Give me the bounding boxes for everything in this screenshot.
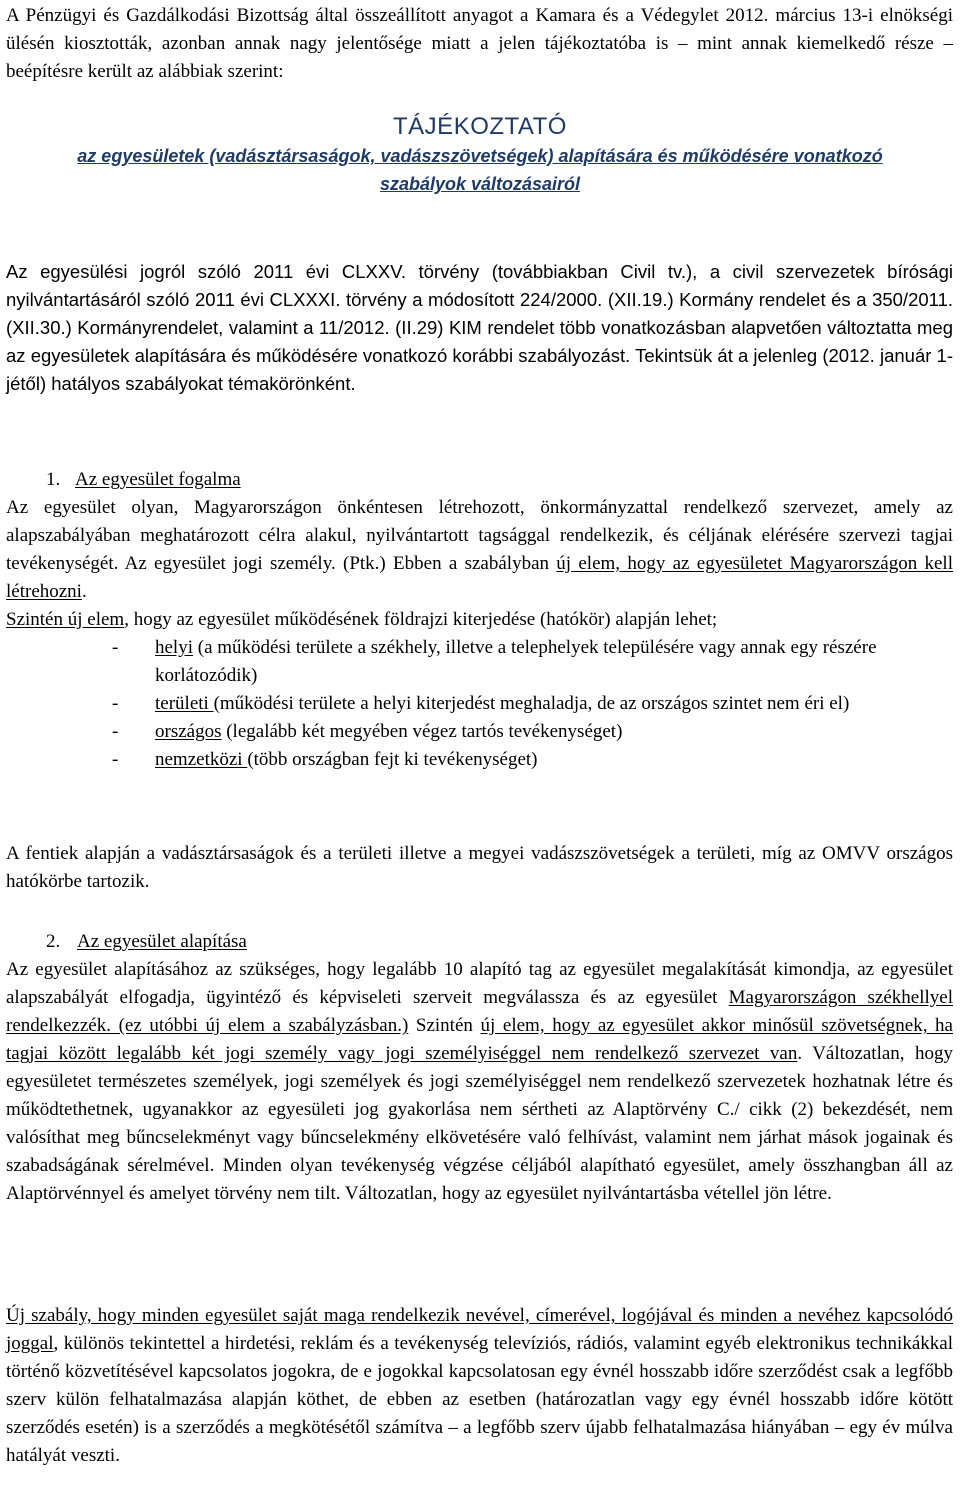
scope-term: nemzetközi xyxy=(155,749,248,770)
section-2-heading xyxy=(46,928,247,956)
section-1-title: Az egyesület fogalma xyxy=(75,469,241,490)
scope-term: országos xyxy=(155,721,222,742)
section-1-paragraph-1: Az egyesület olyan, Magyarországon önkéntesen létrehozott, önkormányzattal rendelkező szervezet, amely az alapszabályában meghatározott célra alakul, nyilvántartott tagsággal rendelkezik, és céljának elérésére szervezi tagjai tevékenységét. Az egyesület jogi személy. (Ptk.) Ebben a szabályban új elem, hogy az egyesületet Magyarországon kell létrehozni. Szintén új elem, hogy az egyesület működésének földrajzi kiterjedése (hatókör) alapján lehet; xyxy=(6,497,953,630)
new-element-highlight: új elem, hogy az egyesületet Magyarországon kell létrehozni xyxy=(6,553,953,602)
section-2-paragraph-1: Az egyesület alapításához az szükséges, hogy legalább 10 alapító tag az egyesület megalakítását kimondja, az egyesület alapszabályát elfogadja, ügyintéző és képviseleti szerveit megválassza és az egyesület Magyarországon székhellyel rendelkezzék. (ez utóbbi új elem a szabályzásban.) Szintén új elem, hogy az egyesület akkor minősül szövetségnek, ha tagjai között legalább két jogi személy vagy jogi személyiséggel nem rendelkező szervezet van. Változatlan, hogy egyesületet természetes személyek, jogi személyek és jogi személyiséggel nem rendelkező szervezetek hozhatnak létre és működtethetnek, ugyanakkor az egyesületi jog gyakorlása nem sértheti az Alaptörvény C./ cikk (2) bekezdését, nem valósíthat meg bűncselekményt vagy bűncselekmény elkövetésére való felhívást, valamint nem járhat mások jogainak és szabadságának sérelmével. Minden olyan tevékenység végzése céljából alapítható egyesület, amely összhangban áll az Alaptörvénnyel és amelyet törvény nem tilt. Változatlan, hogy az egyesület nyilvántartásba vétellel jön létre. xyxy=(6,959,954,1204)
section-2-number: 2. xyxy=(46,931,61,952)
scope-list xyxy=(112,634,932,774)
federation-rule-highlight: új elem, hogy az egyesület akkor minősül szövetségnek, ha tagjai között legalább két jogi személy vagy jogi személyiséggel nem rendelkező szervezet van xyxy=(6,1015,953,1064)
section-1-paragraph-3: A fentiek alapján a vadásztársaságok és a területi illetve a megyei vadászszövetségek a területi, míg az OMVV országos hatókörbe tartozik. xyxy=(6,843,953,892)
document-title xyxy=(0,112,960,198)
section-1-number: 1. xyxy=(46,469,61,490)
also-new-highlight: Szintén új elem xyxy=(6,609,125,630)
list-item: - helyi (a működési területe a székhely, illetve a telephelyek településére vagy annak egy részére korlátozódik) xyxy=(112,637,877,686)
title-subtitle: az egyesületek (vadásztársaságok, vadászszövetségek) alapítására és működésére vonatkozó szabályok változásairól xyxy=(77,146,883,194)
section-1-heading xyxy=(46,466,241,494)
section-2-title: Az egyesület alapítása xyxy=(77,931,247,952)
intro-paragraph: A Pénzügyi és Gazdálkodási Bizottság által összeállított anyagot a Kamara és a Védegylet 2012. március 13-i elnökségi ülésén kiosztották, azonban annak nagy jelentősége miatt a jelen tájékoztatóba is – mint annak kiemelkedő része – beépítésre került az alábbiak szerint: xyxy=(6,5,953,82)
new-rule-highlight: Új szabály, hogy minden egyesület saját maga rendelkezik nevével, címerével, logójával és minden a nevéhez kapcsolódó joggal xyxy=(6,1305,953,1354)
list-item: - nemzetközi (több országban fejt ki tevékenységet) xyxy=(112,749,538,770)
seat-rule-highlight: Magyarországon székhellyel rendelkezzék. (ez utóbbi új elem a szabályzásban.) xyxy=(6,987,954,1036)
section-2-paragraph-2: Új szabály, hogy minden egyesület saját maga rendelkezik nevével, címerével, logójával és minden a nevéhez kapcsolódó joggal, különös tekintettel a hirdetési, reklám és a tevékenység televíziós, rádiós, valamint egyéb elektronikus technikákkal történő közvetítésével kapcsolatos jogokra, de e jogokkal kapcsolatosan egy évnél hosszabb időre szerződést csak a legfőbb szerv külön felhatalmazása alapján köthet, de ebben az esetben (határozatlan vagy egy évnél hosszabb időre kötött szerződés esetén) is a szerződés a megkötésétől számítva – a legfőbb szerv újabb felhatalmazása hiányában – egy év múlva hatályát veszti. xyxy=(6,1305,953,1466)
scope-term: területi xyxy=(155,693,214,714)
title-main: TÁJÉKOZTATÓ xyxy=(393,113,567,140)
list-item: - területi (működési területe a helyi kiterjedést meghaladja, de az országos szintet nem éri el) xyxy=(112,693,850,714)
lead-paragraph: Az egyesülési jogról szóló 2011 évi CLXXV. törvény (továbbiakban Civil tv.), a civil szervezetek bírósági nyilvántartásáról szóló 2011 évi CLXXXI. törvény a módosított 224/2000. (XII.19.) Kormány rendelet és a 350/2011. (XII.30.) Kormányrendelet, valamint a 11/2012. (II.29) KIM rendelet több vonatkozásban alapvetően változtatta meg az egyesületek alapítására és működésére vonatkozó korábbi szabályozást. Tekintsük át a jelenleg (2012. január 1-jétől) hatályos szabályokat témakörönként. xyxy=(6,261,953,394)
list-item: - országos (legalább két megyében végez tartós tevékenységet) xyxy=(112,721,623,742)
scope-term: helyi xyxy=(155,637,193,658)
